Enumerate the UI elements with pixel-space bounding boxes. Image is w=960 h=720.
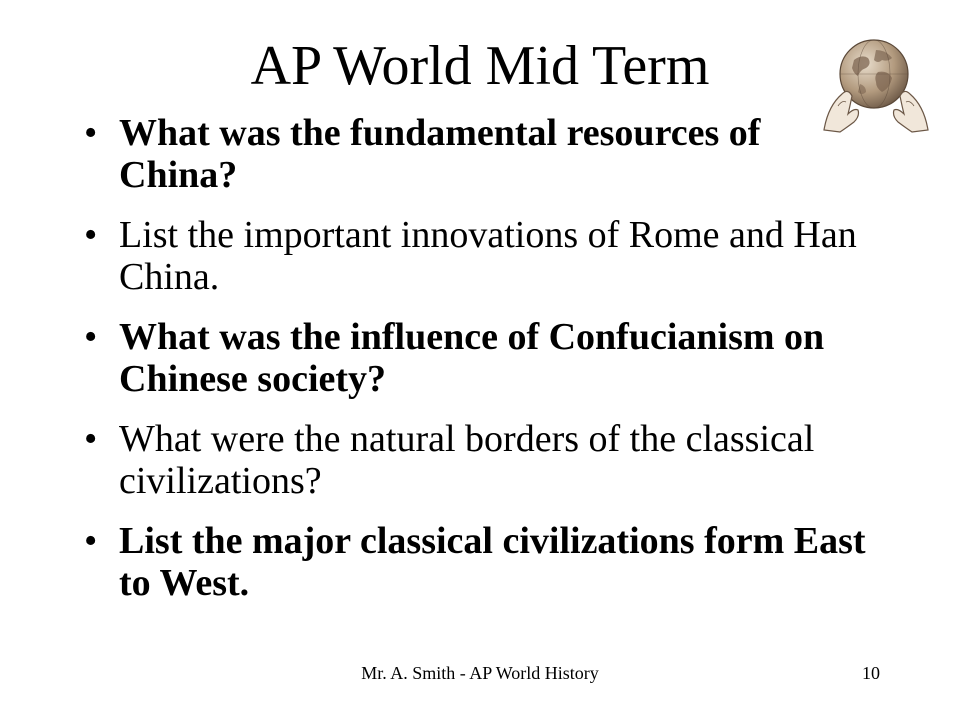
bullet-item: [84, 112, 884, 196]
bullet-item: [84, 418, 884, 502]
page-number: 10: [862, 663, 880, 683]
bullet-text: What was the fundamental resources of China?: [119, 112, 761, 196]
bullet-glyph: •: [84, 520, 98, 562]
bullet-item: [84, 214, 884, 298]
bullet-item: [84, 520, 884, 604]
slide-title: AP World Mid Term: [250, 35, 710, 97]
bullet-text: What were the natural borders of the classical civilizations?: [119, 418, 815, 502]
bullet-item: [84, 316, 884, 400]
bullet-text: List the important innovations of Rome and Han China.: [119, 214, 857, 298]
bullet-glyph: •: [84, 316, 98, 358]
bullet-list: [84, 112, 884, 622]
bullet-glyph: •: [84, 214, 98, 256]
slide-footer: Mr. A. Smith - AP World History: [361, 663, 599, 683]
bullet-glyph: •: [84, 112, 98, 154]
bullet-text: What was the influence of Confucianism on Chinese society?: [119, 316, 825, 400]
bullet-text: List the major classical civilizations form East to West.: [119, 520, 866, 604]
bullet-glyph: •: [84, 418, 98, 460]
